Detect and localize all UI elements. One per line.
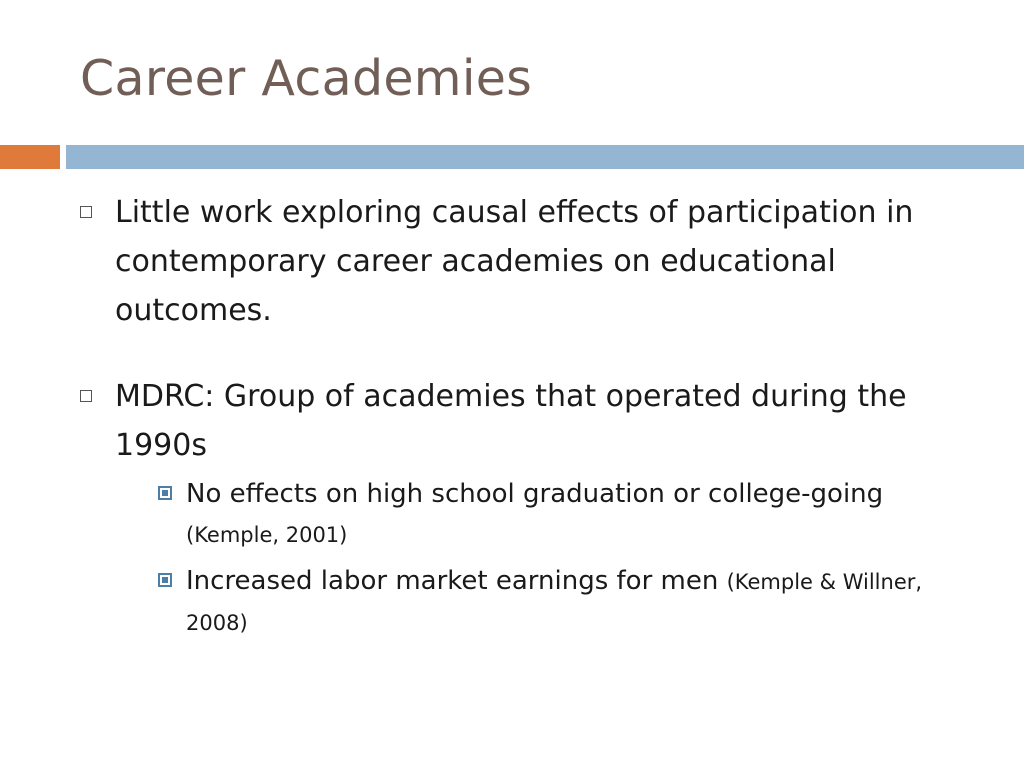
sub-bullet-list [115,474,980,643]
bullet-list [80,188,980,643]
citation: (Kemple, 2001) [186,523,348,547]
filled-square-bullet-icon [158,486,172,500]
hollow-square-bullet-icon [80,390,92,402]
sub-bullet-text: Increased labor market earnings for men [186,566,727,596]
sub-bullet-text: No effects on high school graduation or college-going [186,479,884,509]
citation: (Kemple & Willner, 2008) [186,570,923,635]
filled-square-bullet-icon [158,573,172,587]
bullet-text: MDRC: Group of academies that operated during the 1990s [115,379,907,463]
slide-title: Career Academies [80,50,533,107]
bullet-item [80,188,980,335]
sub-bullet-item [115,474,980,555]
bullet-item [80,372,980,643]
title-accent-bar [0,145,60,169]
title-divider-bar [66,145,1024,169]
bullet-text: Little work exploring causal effects of participation in contemporary career academies on educational outcomes. [115,195,914,328]
sub-bullet-item [115,561,980,643]
hollow-square-bullet-icon [80,206,92,218]
